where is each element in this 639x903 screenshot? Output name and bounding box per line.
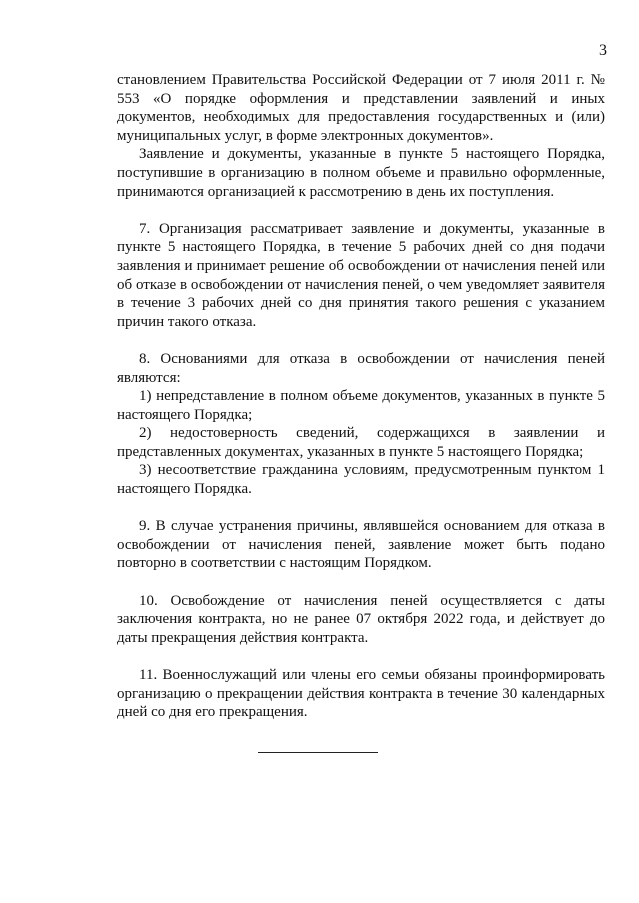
end-divider-line (258, 752, 378, 753)
paragraph-10: 10. Освобождение от начисления пеней осуществляется с даты заключения контракта, но не ранее 07 октября 2022 года, и действует до даты прекращения действия контракта. (117, 592, 605, 646)
paragraph-9: 9. В случае устранения причины, являвшейся основанием для отказа в освобождении от начисления пеней, заявление может быть подано повторно в соответствии с настоящим Порядком. (117, 518, 605, 572)
paragraph-8-item-1: 1) непредставление в полном объеме документов, указанных в пункте 5 настоящего Порядка; (117, 388, 605, 423)
paragraph-continuation: становлением Правительства Российской Федерации от 7 июля 2011 г. № 553 «О порядке оформления и представлении заявлений и иных документов, необходимых для предоставления государственных и (или) муниципальных услуг, в форме электронных документов». (117, 72, 605, 144)
paragraph-8-item-2: 2) недостоверность сведений, содержащихся в заявлении и представленных документах, указанных в пункте 5 настоящего Порядка; (117, 425, 605, 460)
paragraph-receipt: Заявление и документы, указанные в пункте 5 настоящего Порядка, поступившие в организацию в полном объеме и правильно оформленные, принимаются организацией к рассмотрению в день их поступления. (117, 146, 605, 200)
document-body (117, 71, 605, 722)
paragraph-8-item-3: 3) несоответствие гражданина условиям, предусмотренным пунктом 1 настоящего Порядка. (117, 462, 605, 498)
paragraph-8: 8. Основаниями для отказа в освобождении от начисления пеней являются: (117, 350, 605, 386)
paragraph-11: 11. Военнослужащий или члены его семьи обязаны проинформировать организацию о прекращении действия контракта в течение 30 календарных дней со дня его прекращения. (117, 667, 605, 721)
paragraph-7: 7. Организация рассматривает заявление и документы, указанные в пункте 5 настоящего Порядка, в течение 5 рабочих дней со дня подачи заявления и принимает решение об освобождении от начисления пеней или об отказе в освобождении от начисления пеней, о чем уведомляет заявителя в течение 3 рабочих дней со дня принятия такого решения с указанием причин такого отказа. (117, 220, 605, 330)
page-number: 3 (599, 42, 607, 59)
